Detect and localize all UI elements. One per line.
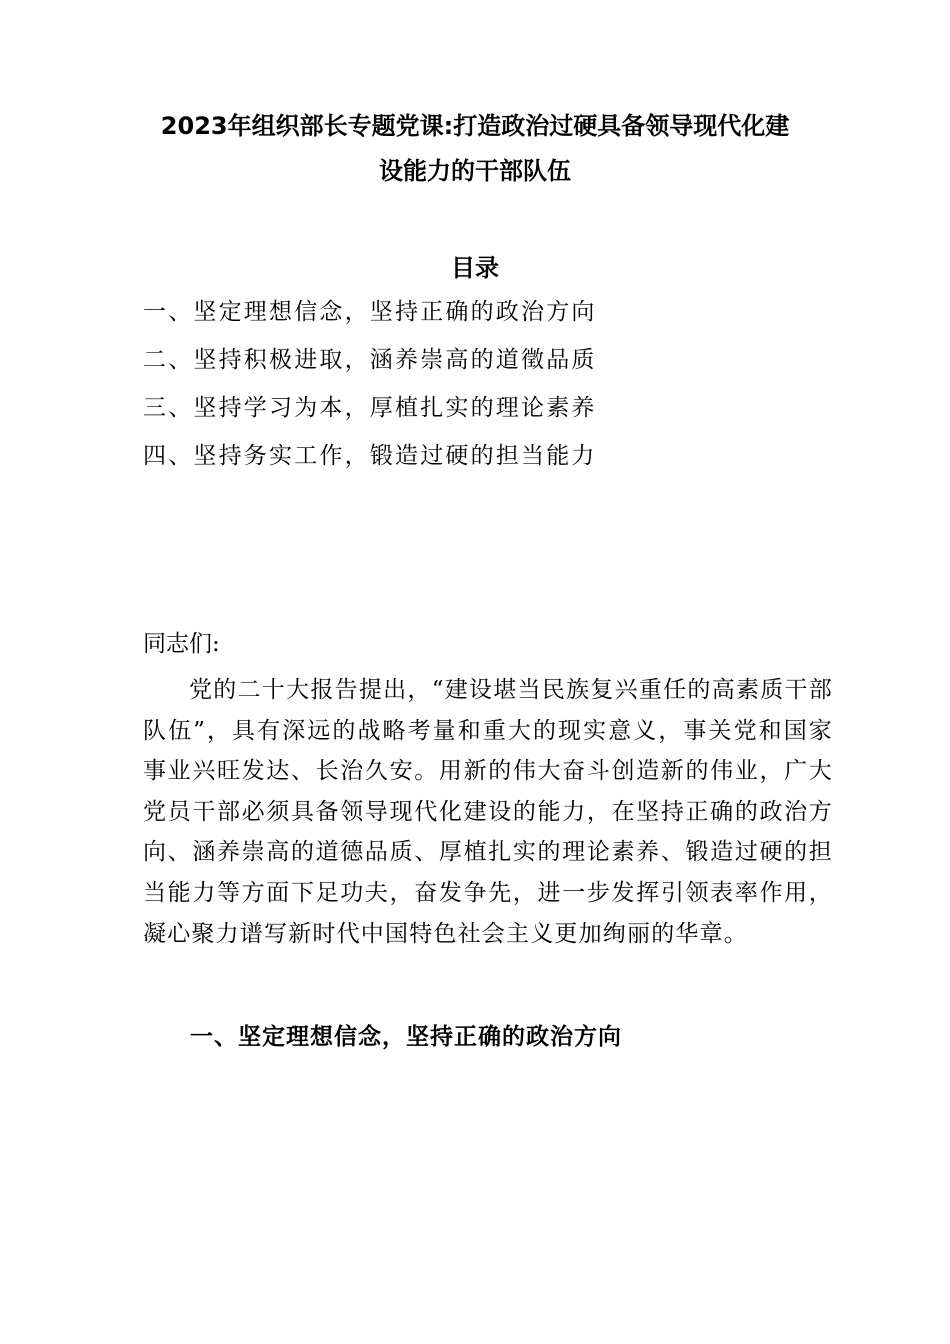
intro-paragraph: 党的二十大报告提出，“建设堪当民族复兴重任的高素质干部队伍”，具有深远的战略考量和重大的现实意义，事关党和国家事业兴旺发达、长治久安。用新的伟大奋斗创造新的伟业，广大党员干部必须具备领导现代化建设的能力，在坚持正确的政治方向、涵养崇高的道德品质、厚植扎实的理论素养、锻造过硬的担当能力等方面下足功夫，奋发争先，进一步发挥引领表率作用，凝心聚力谱写新时代中国特色社会主义更加绚丽的华章。 xyxy=(143,677,833,947)
toc-item-1: 一、坚定理想信念，坚持正确的政治方向 xyxy=(143,299,597,325)
salutation: 同志们: xyxy=(143,631,220,657)
toc-heading: 目录 xyxy=(451,254,499,282)
document-title-line-2: 设能力的干部队伍 xyxy=(379,157,571,185)
table-of-contents xyxy=(143,296,597,488)
document-title-line-1: 2023年组织部长专题党课:打造政治过硬具备领导现代化建 xyxy=(160,112,790,140)
toc-item-4: 四、坚持务实工作，锻造过硬的担当能力 xyxy=(143,443,597,469)
toc-item-3: 三、坚持学习为本，厚植扎实的理论素养 xyxy=(143,395,597,421)
toc-item-2: 二、坚持积极进取，涵养崇高的道徵品质 xyxy=(143,347,597,373)
section-1-heading: 一、坚定理想信念，坚持正确的政治方向 xyxy=(190,1024,622,1050)
